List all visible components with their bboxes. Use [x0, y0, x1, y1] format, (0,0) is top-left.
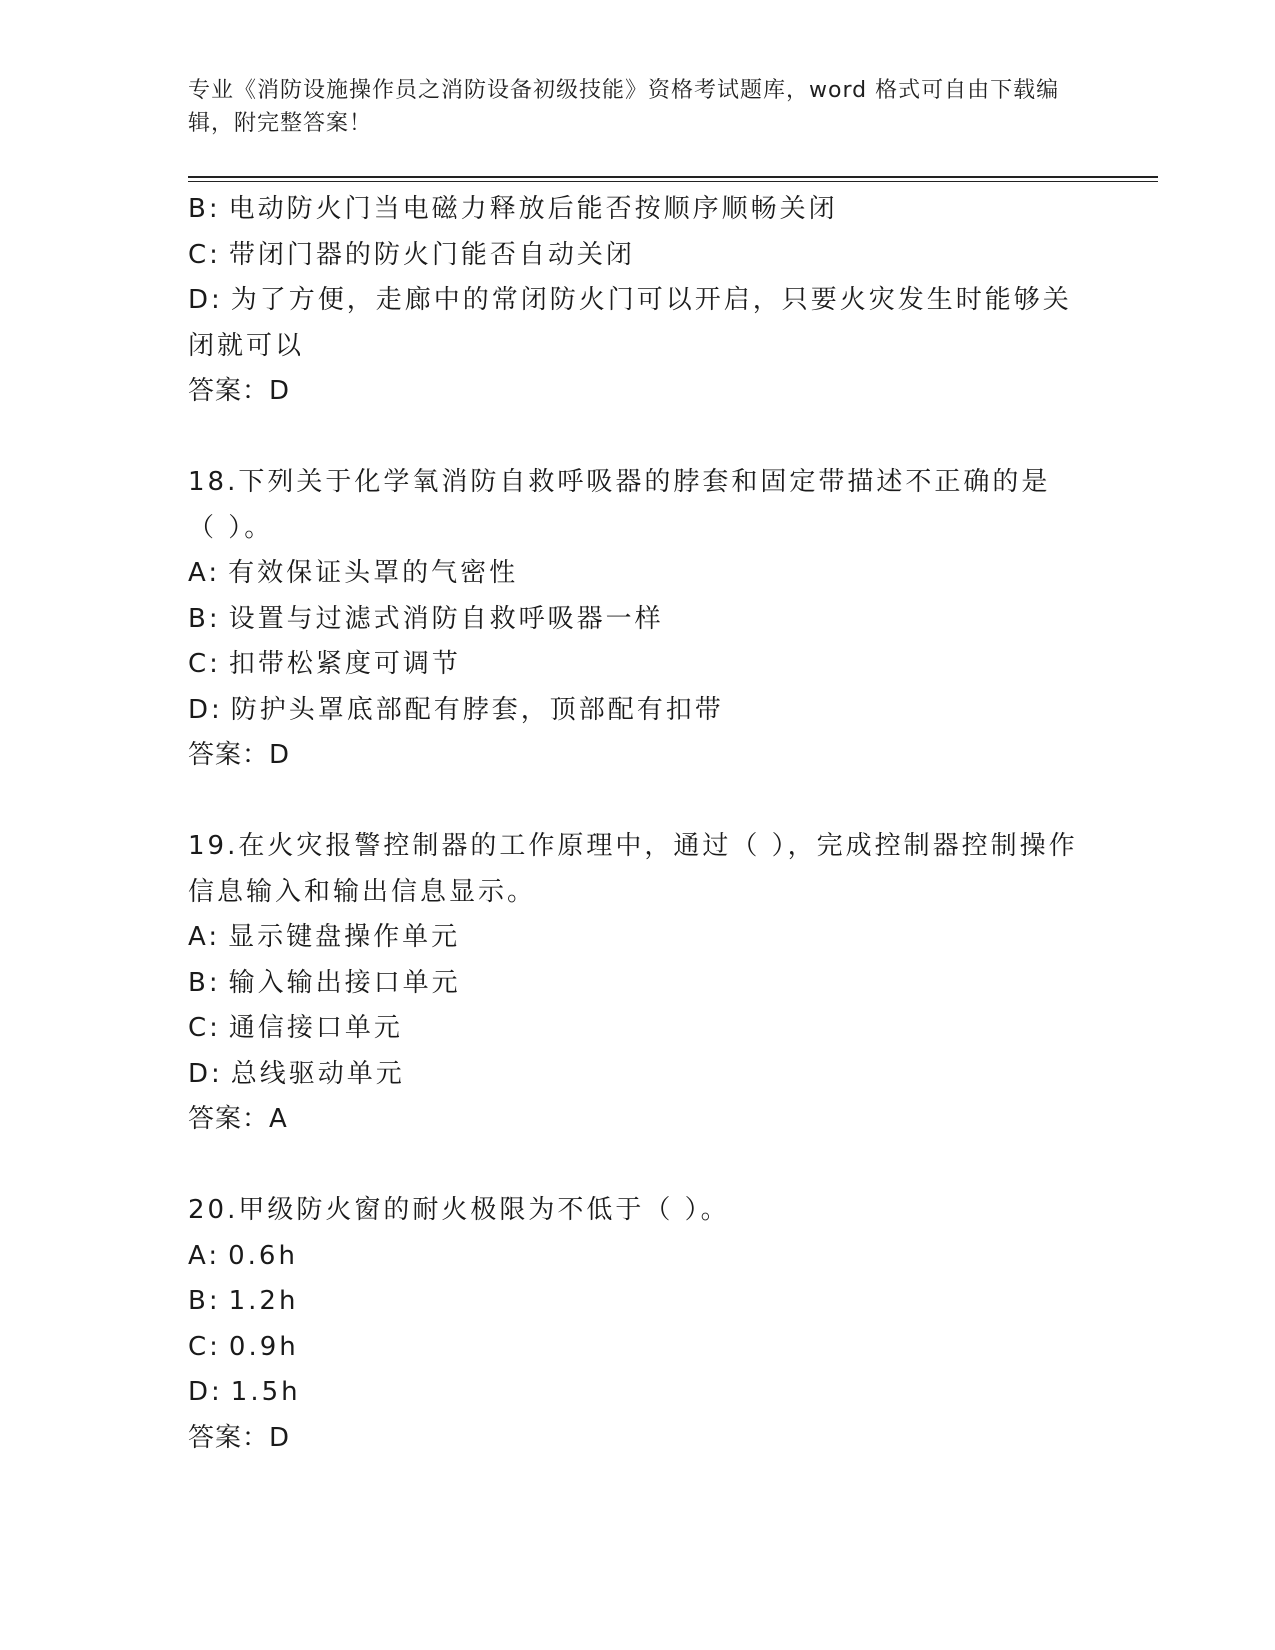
answer-line: 答案：A — [188, 1104, 288, 1134]
spacer — [188, 1143, 1088, 1189]
answer-line: 答案：D — [188, 376, 291, 406]
question-content — [188, 187, 1088, 1461]
option-d: D: 总线驱动单元 — [188, 1058, 405, 1089]
option-a: A: 显示键盘操作单元 — [188, 922, 461, 952]
option-b: B: 设置与过滤式消防自救呼吸器一样 — [188, 603, 664, 634]
header-rule-thick — [188, 176, 1158, 178]
answer-line: 答案：D — [188, 1422, 291, 1453]
option-d: D: 防护头罩底部配有脖套，顶部配有扣带 — [188, 694, 724, 725]
header-rule-thin — [188, 181, 1158, 182]
option-c: C: 带闭门器的防火门能否自动关闭 — [188, 239, 635, 270]
option-a: A: 有效保证头罩的气密性 — [188, 558, 519, 588]
option-c: C: 扣带松紧度可调节 — [188, 649, 461, 679]
option-b: B: 输入输出接口单元 — [188, 967, 461, 998]
question-stem: 18.下列关于化学氧消防自救呼吸器的脖套和固定带描述不正确的是（ ）。 — [188, 467, 1051, 543]
option-b: B: 1.2h — [188, 1286, 299, 1316]
option-c: C: 通信接口单元 — [188, 1013, 403, 1043]
document-header: 专业《消防设施操作员之消防设备初级技能》资格考试题库，word 格式可自由下载编辑，附完整答案！ — [188, 78, 1060, 136]
spacer — [188, 779, 1088, 825]
spacer — [188, 415, 1088, 461]
option-c: C: 0.9h — [188, 1331, 299, 1362]
option-d: D: 为了方便，走廊中的常闭防火门可以开启，只要火灾发生时能够关闭就可以 — [188, 285, 1072, 361]
question-stem: 19.在火灾报警控制器的工作原理中，通过（ ），完成控制器控制操作信息输入和输出信息显示。 — [188, 831, 1078, 907]
option-b: B: 电动防火门当电磁力释放后能否按顺序顺畅关闭 — [188, 194, 838, 224]
answer-line: 答案：D — [188, 740, 291, 770]
question-stem: 20.甲级防火窗的耐火极限为不低于（ ）。 — [188, 1195, 730, 1225]
option-d: D: 1.5h — [188, 1377, 301, 1407]
option-a: A: 0.6h — [188, 1240, 298, 1271]
